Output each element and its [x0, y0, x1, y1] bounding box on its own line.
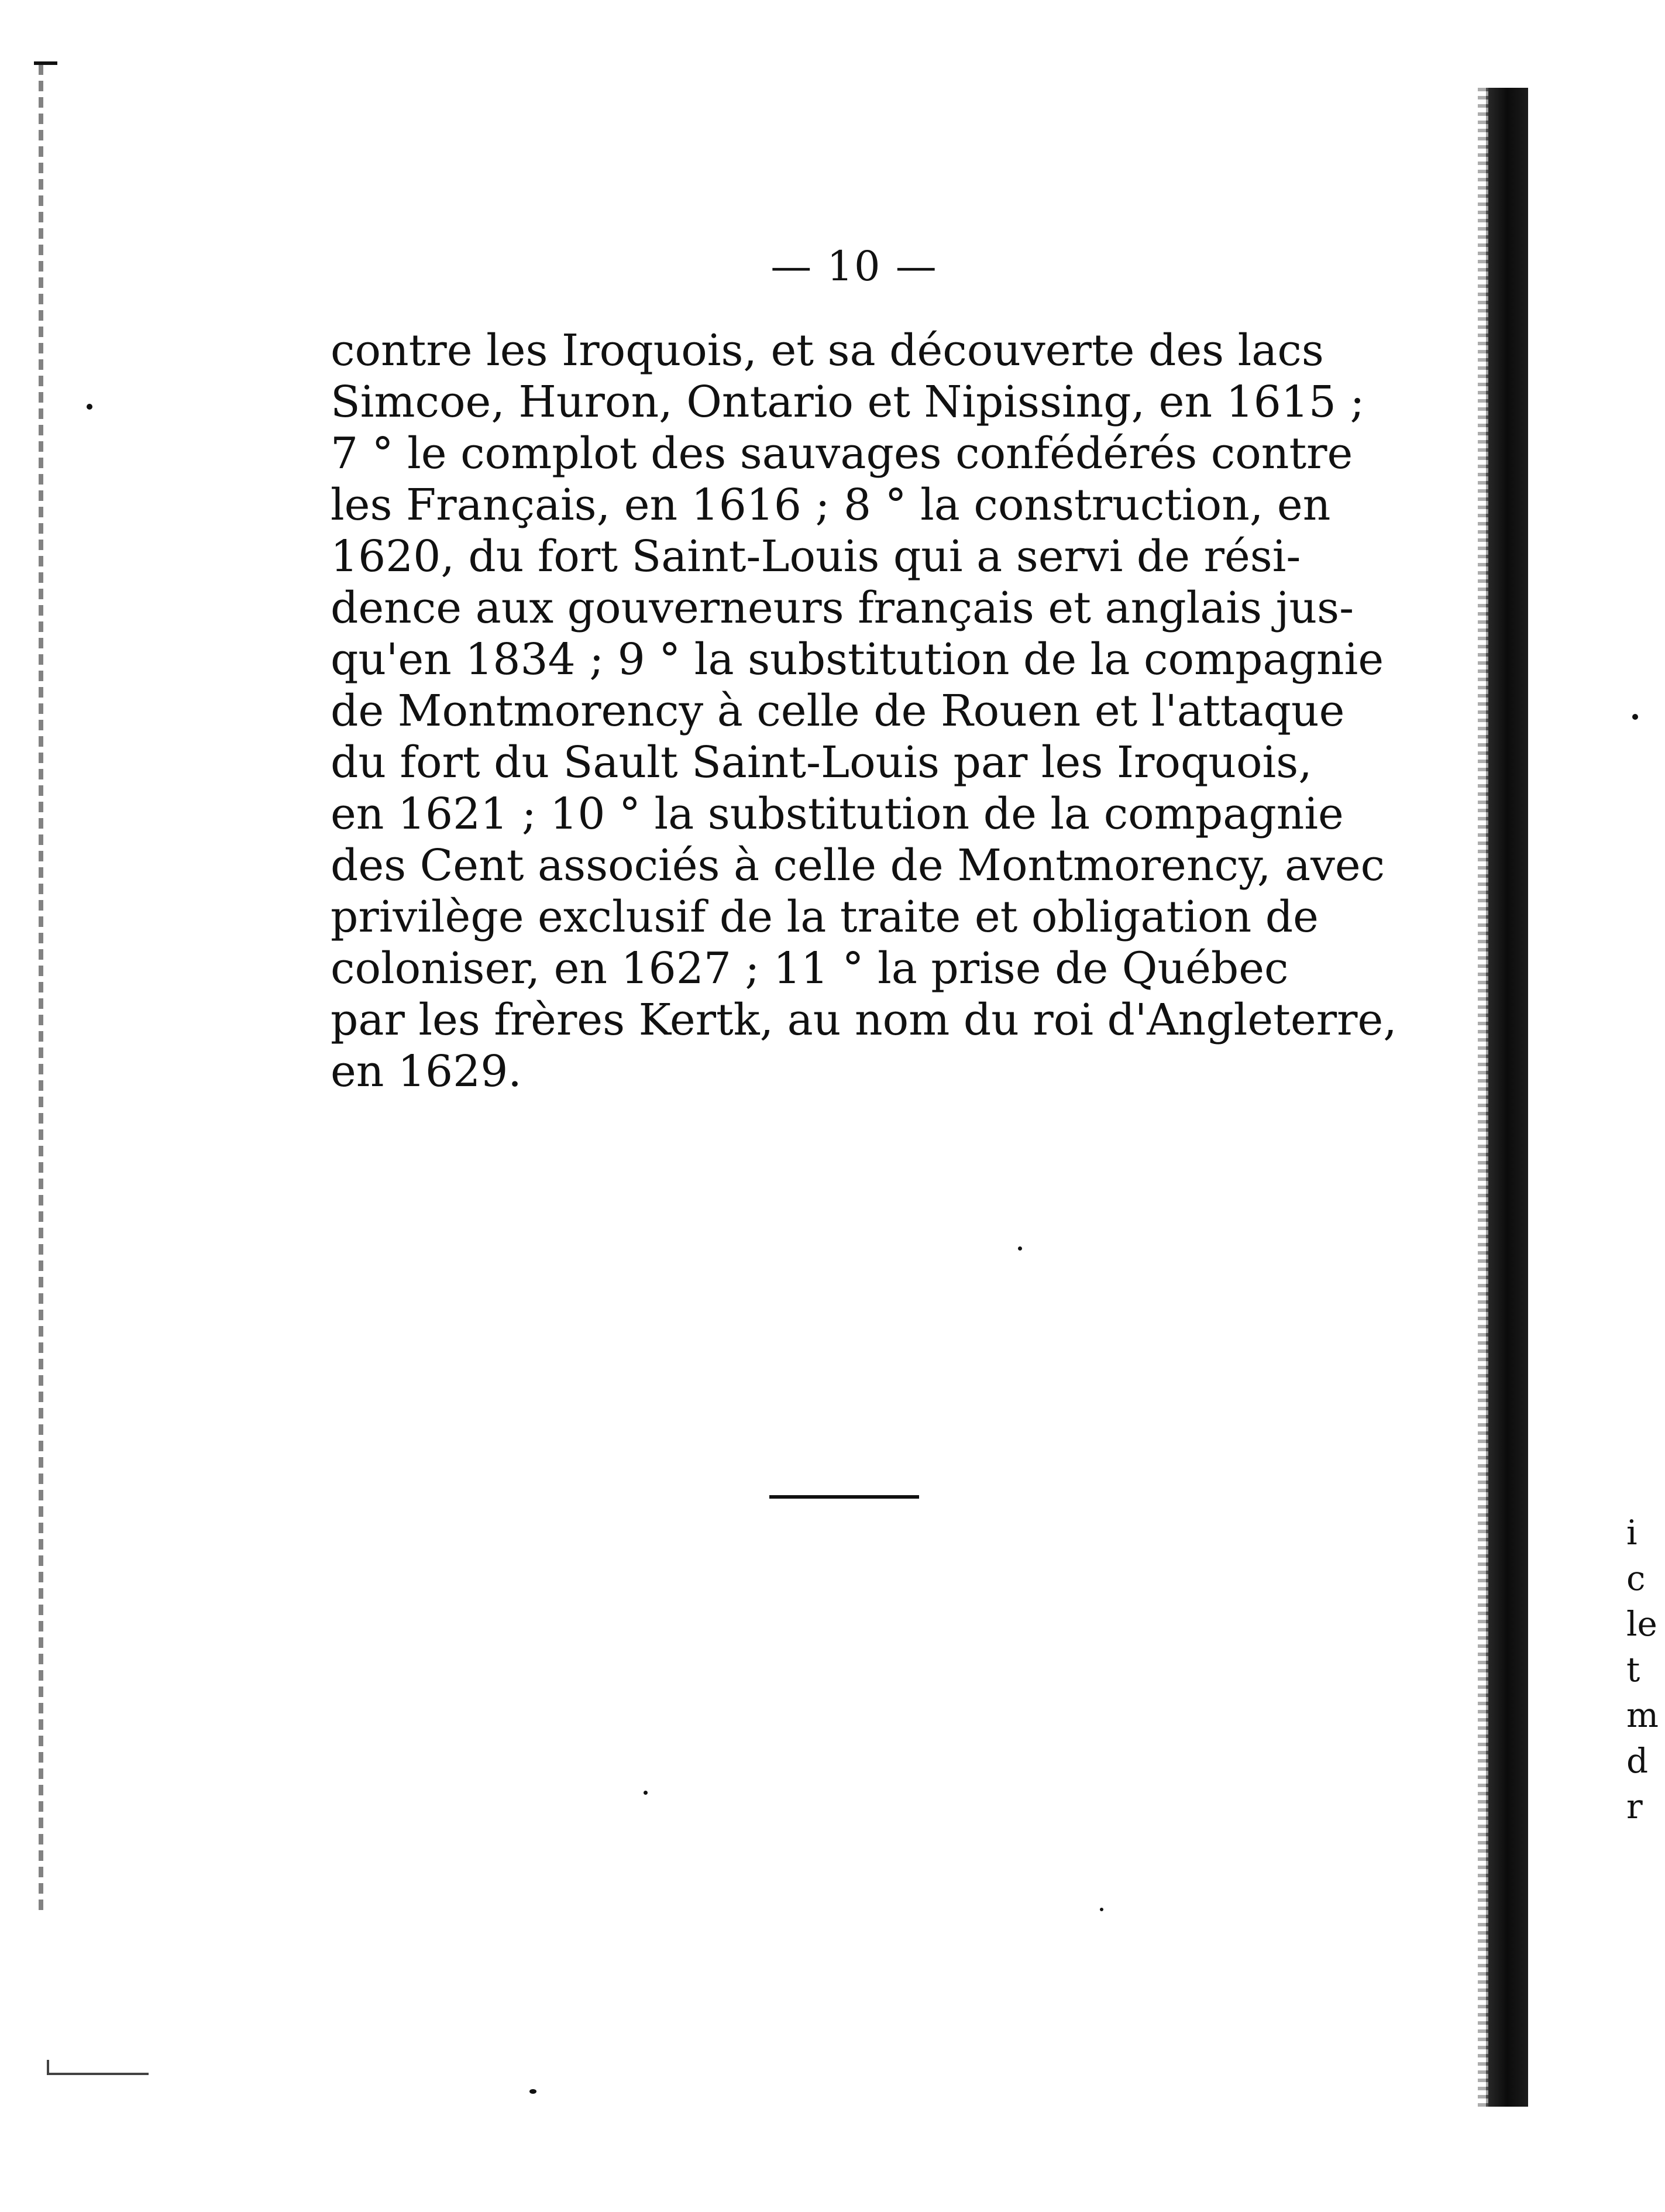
facing-letter: c — [1626, 1558, 1646, 1598]
book-gutter — [1486, 88, 1528, 2107]
text-line: 1620, du fort Saint-Louis qui a servi de rési- — [331, 531, 1301, 582]
text-line: du fort du Sault Saint-Louis par les Iroquois, — [331, 737, 1312, 788]
scan-speck — [1018, 1246, 1022, 1251]
facing-letter: i — [1626, 1513, 1638, 1552]
text-line: privilège exclusif de la traite et obligation de — [331, 892, 1319, 942]
facing-letter: d — [1626, 1741, 1649, 1781]
facing-letter: r — [1626, 1787, 1643, 1826]
scan-speck — [1632, 714, 1638, 720]
text-line: les Français, en 1616 ; 8 ° la construction, en — [331, 480, 1331, 530]
scan-speck — [644, 1791, 648, 1795]
text-line: en 1629. — [331, 1046, 522, 1097]
text-line: qu'en 1834 ; 9 ° la substitution de la compagnie — [331, 634, 1384, 685]
text-line: en 1621 ; 10 ° la substitution de la compagnie — [331, 789, 1344, 839]
scan-speck — [87, 404, 92, 410]
scan-left-edge — [39, 64, 43, 1914]
facing-page-fragment — [1626, 1510, 1661, 1829]
scan-edge-mark — [34, 61, 57, 65]
text-line: Simcoe, Huron, Ontario et Nipissing, en 1615 ; — [331, 377, 1365, 427]
text-line: coloniser, en 1627 ; 11 ° la prise de Québec — [331, 943, 1289, 994]
facing-letter: t — [1626, 1650, 1640, 1689]
scan-speck — [1100, 1908, 1103, 1911]
facing-letter: m — [1626, 1695, 1659, 1735]
text-line: de Montmorency à celle de Rouen et l'attaque — [331, 686, 1345, 736]
facing-letter: le — [1626, 1604, 1657, 1644]
text-line: contre les Iroquois, et sa découverte des lacs — [331, 325, 1324, 376]
scan-speck — [529, 2089, 536, 2094]
body-text — [331, 325, 1397, 1097]
section-divider — [769, 1495, 919, 1499]
text-line: par les frères Kertk, au nom du roi d'Angleterre, — [331, 995, 1397, 1045]
text-line: dence aux gouverneurs français et anglais jus- — [331, 583, 1354, 633]
page-number: — 10 — — [770, 242, 938, 290]
text-line: des Cent associés à celle de Montmorency, avec — [331, 840, 1385, 891]
text-line: 7 ° le complot des sauvages confédérés contre — [331, 428, 1353, 479]
scan-corner-mark — [47, 2060, 149, 2075]
